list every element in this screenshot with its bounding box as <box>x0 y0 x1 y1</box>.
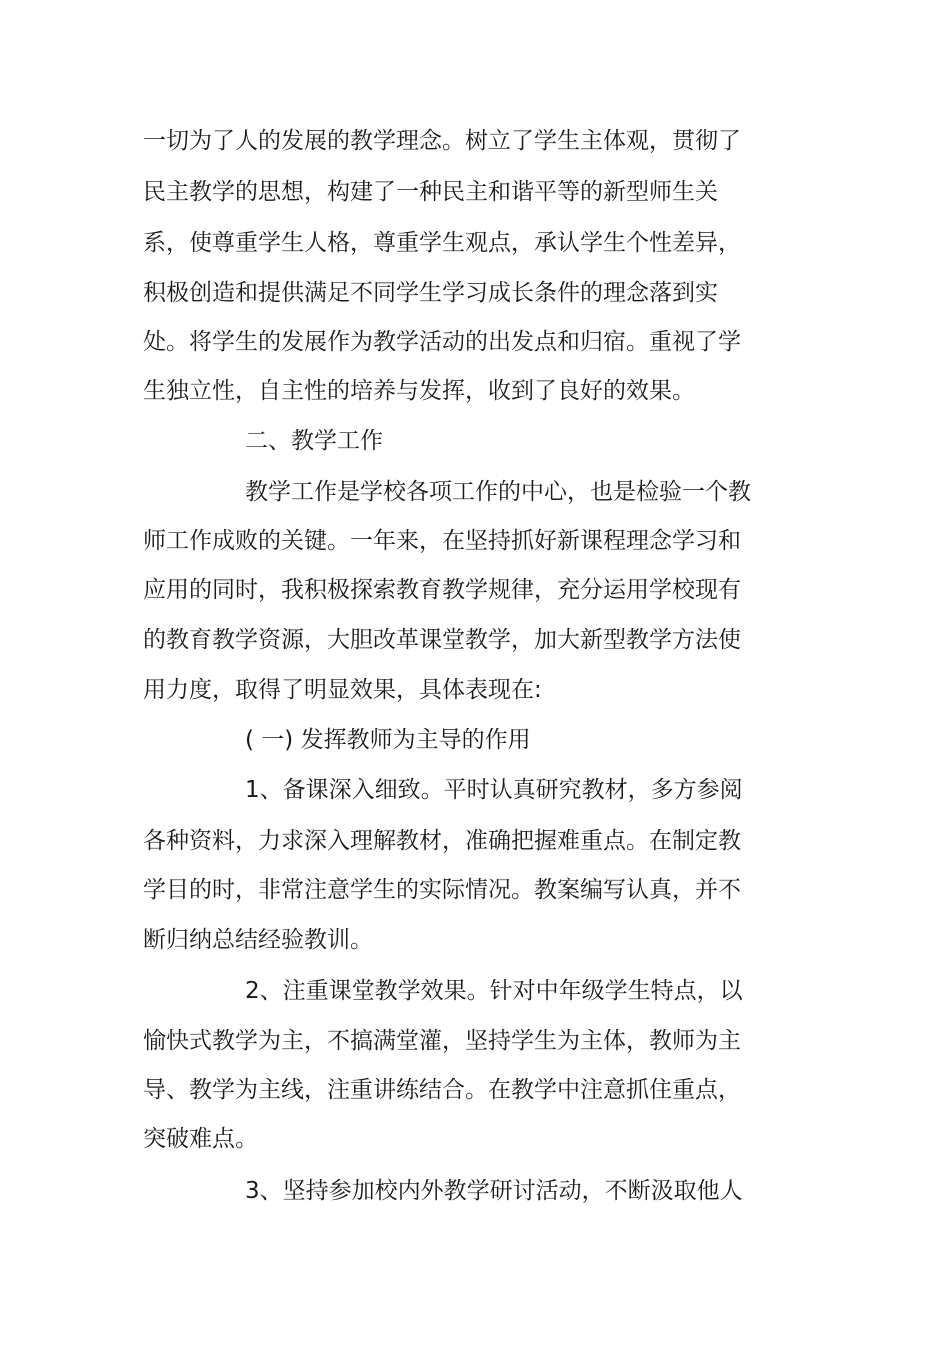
text-line: 处。将学生的发展作为教学活动的出发点和归宿。重视了学 <box>143 329 741 355</box>
text-line: 教学工作是学校各项工作的中心，也是检验一个教 <box>245 479 751 505</box>
text-line: 突破难点。 <box>143 1126 258 1152</box>
text-line: 用力度，取得了明显效果，具体表现在: <box>143 677 542 703</box>
text-line: 民主教学的思想，构建了一种民主和谐平等的新型师生关 <box>143 179 718 205</box>
text-line: 应用的同时，我积极探索教育教学规律，充分运用学校现有 <box>143 577 741 603</box>
text-line: 断归纳总结经验教训。 <box>143 927 373 953</box>
text-line: 师工作成败的关键。一年来，在坚持抓好新课程理念学习和 <box>143 528 741 554</box>
text-line: 的教育教学资源，大胆改革课堂教学，加大新型教学方法使 <box>143 627 741 653</box>
text-line: 积极创造和提供满足不同学生学习成长条件的理念落到实 <box>143 280 718 306</box>
section-heading: 二、教学工作 <box>245 428 383 454</box>
subsection-heading: ( 一) 发挥教师为主导的作用 <box>245 727 531 753</box>
text-line: 各种资料，力求深入理解教材，准确把握难重点。在制定教 <box>143 828 741 854</box>
text-line: 3、坚持参加校内外教学研讨活动，不断汲取他人 <box>245 1178 743 1204</box>
text-line: 1、备课深入细致。平时认真研究教材，多方参阅 <box>245 777 743 803</box>
text-line: 系，使尊重学生人格，尊重学生观点，承认学生个性差异， <box>143 230 741 256</box>
text-line: 学目的时，非常注意学生的实际情况。教案编写认真，并不 <box>143 877 741 903</box>
text-line: 2、注重课堂教学效果。针对中年级学生特点，以 <box>245 978 743 1004</box>
text-line: 生独立性，自主性的培养与发挥，收到了良好的效果。 <box>143 378 695 404</box>
text-line: 愉快式教学为主，不搞满堂灌，坚持学生为主体，教师为主 <box>143 1028 741 1054</box>
text-line: 一切为了人的发展的教学理念。树立了学生主体观，贯彻了 <box>143 128 741 154</box>
text-line: 导、教学为主线，注重讲练结合。在教学中注意抓住重点， <box>143 1077 741 1103</box>
